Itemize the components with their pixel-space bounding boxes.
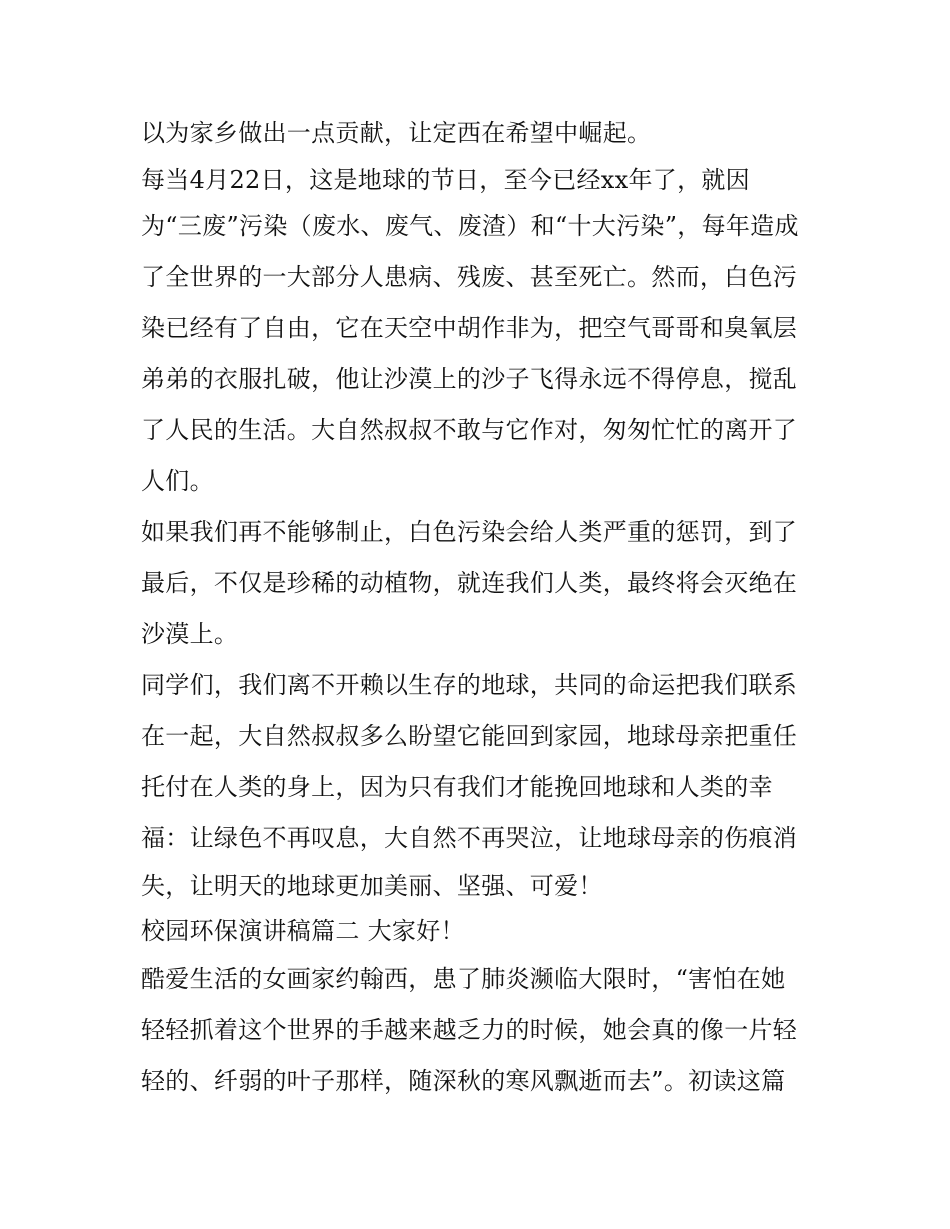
text-line: 轻的、纤弱的叶子那样，随深秋的寒风飘逝而去”。初读这篇 (141, 1067, 786, 1095)
text-line: 在一起，大自然叔叔多么盼望它能回到家园，地球母亲把重任 (141, 722, 798, 750)
document-body (141, 108, 821, 1107)
text-line: 最后，不仅是珍稀的动植物，就连我们人类，最终将会灭绝在 (141, 569, 798, 597)
text-line: 如果我们再不能够制止，白色污染会给人类严重的惩罚，到了 (141, 518, 798, 546)
text-line: 福：让绿色不再叹息，大自然不再哭泣，让地球母亲的伤痕消 (141, 824, 798, 852)
text-line: 弟弟的衣服扎破，他让沙漠上的沙子飞得永远不得停息，搅乱 (141, 365, 798, 393)
text-line: 酷爱生活的女画家约翰西，患了肺炎濒临大限时，“害怕在她 (141, 965, 786, 993)
text-line: 同学们，我们离不开赖以生存的地球，共同的命运把我们联系 (141, 671, 798, 699)
text-line: 以为家乡做出一点贡献，让定西在希望中崛起。 (141, 119, 652, 147)
text-line: 失，让明天的地球更加美丽、坚强、可爱！ (141, 872, 603, 900)
text-line: 沙漠上。 (141, 620, 239, 648)
text-line: 轻轻抓着这个世界的手越来越乏力的时候，她会真的像一片轻 (141, 1016, 798, 1044)
text-line: 每当4月22日，这是地球的节日，至今已经xx年了，就因 (141, 166, 750, 194)
text-line: 托付在人类的身上，因为只有我们才能挽回地球和人类的幸 (141, 773, 773, 801)
text-line: 了全世界的一大部分人患病、残废、甚至死亡。然而，白色污 (141, 263, 798, 291)
text-line: 人们。 (141, 467, 214, 495)
text-line: 了人民的生活。大自然叔叔不敢与它作对，匆匆忙忙的离开了 (141, 416, 798, 444)
text-line: 染已经有了自由，它在天空中胡作非为，把空气哥哥和臭氧层 (141, 314, 798, 342)
text-line: 为“三废”污染（废水、废气、废渣）和“十大污染”，每年造成 (141, 212, 799, 240)
section-heading: 校园环保演讲稿篇二 大家好！ (141, 917, 465, 945)
